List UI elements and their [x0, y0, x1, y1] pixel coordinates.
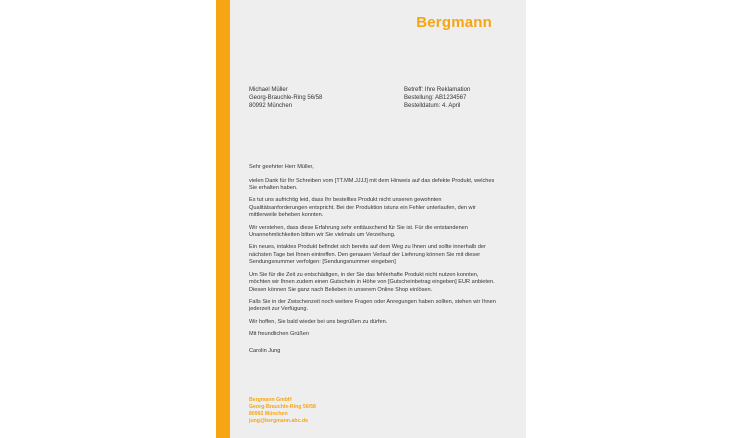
reference-subject: Betreff: Ihre Reklamation	[404, 87, 471, 93]
paragraph: Um Sie für die Zeit zu entschädigen, in der Sie das fehlerhafte Produkt nicht nutzen konnten, möchten wir Ihnen zudem einen Gutschein in Höhe von [Gutscheinbetrag eingeben] EUR anbieten. Diesen können Sie ganz nach Belieben in unserem Online Shop einlösen.	[249, 271, 495, 293]
salutation: Sehr geehrter Herr Müller,	[249, 164, 314, 170]
closing: Mit freundlichen Grüßen	[249, 330, 310, 337]
recipient-city: 80992 München	[249, 103, 293, 109]
brand-logo: Bergmann	[416, 14, 492, 31]
recipient-address	[249, 86, 322, 110]
reference-order: Bestellung: AB1234567	[404, 95, 467, 101]
letter-page	[216, 0, 526, 438]
paragraph: Es tut uns aufrichtig leid, dass Ihr bestelltes Produkt nicht unseren gewohnten Qualitätsanforderungen entspricht. Bei der Produktion istuns ein Fehler unterlaufen, den wir mittlerweile beheben konnten.	[249, 197, 476, 219]
recipient-name: Michael Müller	[249, 87, 288, 93]
recipient-street: Georg-Brauchle-Ring 56/58	[249, 95, 323, 101]
letter-body	[249, 164, 499, 360]
paragraph: Ein neues, intaktes Produkt befindet sich bereits auf dem Weg zu Ihnen und sollte innerhalb der nächsten Tage bei Ihnen eintreffen. Den genauen Verlauf der Lieferung können Sie mit dieser Sendungsnummer verfolgen: [Sendungsnummer eingeben]	[249, 244, 486, 266]
company-footer	[249, 397, 316, 425]
reference-date: Bestelldatum: 4. April	[404, 103, 461, 109]
footer-city: 80992 München	[249, 411, 288, 417]
footer-company: Bergmann GmbH	[249, 397, 292, 403]
reference-block	[404, 86, 470, 110]
accent-side-bar	[216, 0, 230, 438]
footer-email-link[interactable]: jung@bergmann.abc.de	[249, 418, 308, 424]
paragraph: vielen Dank für Ihr Schreiben vom [TT.MM.JJJJ] mit dem Hinweis auf das defekte Produkt, welches Sie erhalten haben.	[249, 177, 495, 192]
signature: Carolin Jung	[249, 348, 281, 355]
paragraph: Wir verstehen, dass diese Erfahrung sehr enttäuschend für Sie ist. Für die entstandenen Unannehmlichkeiten bitten wir Sie vielmals um Verzeihung.	[249, 224, 468, 239]
paragraph: Wir hoffen, Sie bald wieder bei uns begrüßen zu dürfen.	[249, 318, 388, 325]
paragraph: Falls Sie in der Zwischenzeit noch weitere Fragen oder Anregungen haben sollten, stehen wir Ihnen jederzeit zur Verfügung.	[249, 298, 496, 313]
footer-street: Georg-Brauchle-Ring 56/58	[249, 404, 316, 410]
